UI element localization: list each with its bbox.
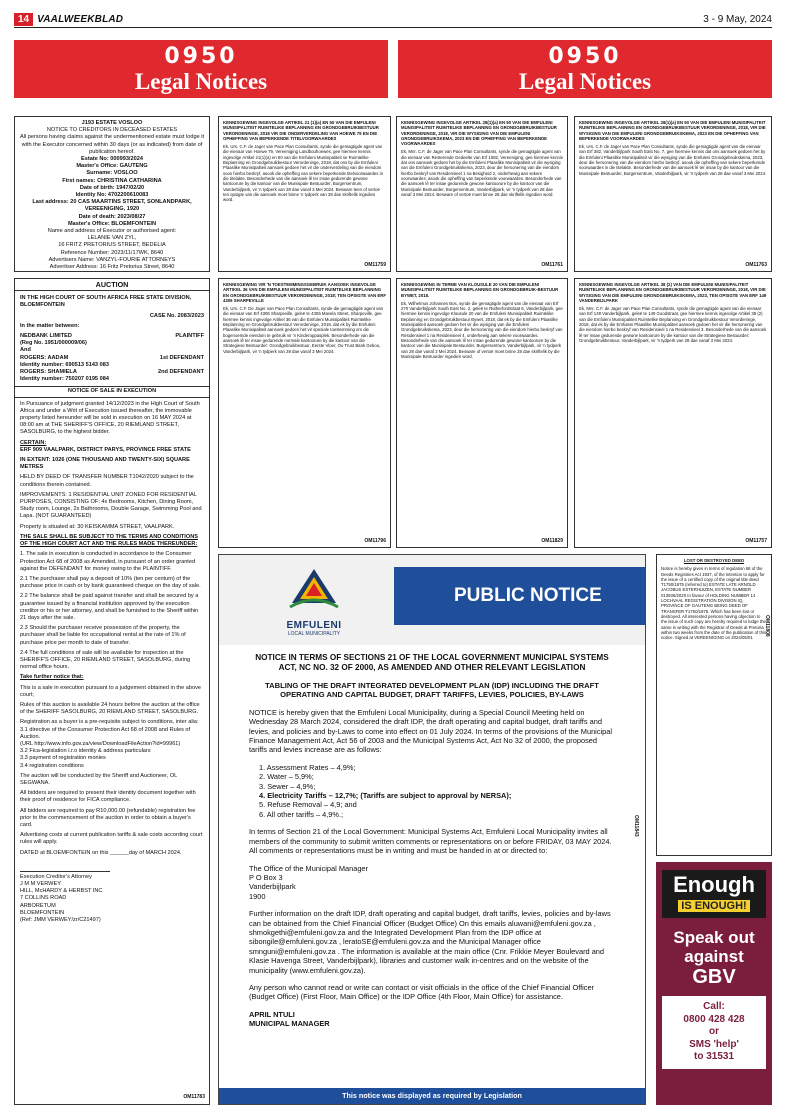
estate-line: Advertisers Name: VANZYL-FOURIE ATTORNEYS: [48, 256, 176, 263]
municipal-address: [249, 864, 615, 902]
notice-reference: OM11757: [745, 537, 767, 544]
estate-line: Master's Office: BLOEMFONTEIN: [67, 220, 157, 227]
condition: 2.3 Should the purchaser receive possession of the property, the purchaser shall be liable for occupational rental at the rate of 1% of purchase price per month to date of transfer.: [20, 625, 186, 646]
notice-item: Registration as a buyer is a pre-requisite subject to conditions, inter alia:: [20, 719, 199, 726]
enough-badge: [662, 870, 766, 918]
extent-text: IN EXTENT: 1026 (ONE THOUSAND AND TWENTY-SIX) SQUARE METRES: [20, 457, 190, 471]
legal-notices-banner-right: [398, 40, 772, 98]
banner-number: 0950: [548, 44, 622, 69]
and-text: And: [20, 347, 31, 354]
estate-line: Advertiser Address: 16 Fritz Pretorius Street, 8640: [49, 264, 175, 271]
estate-line: Identity No: 4702200610083: [75, 192, 149, 199]
tariff-item: 1. Assessment Rates – 4,9%;: [259, 762, 356, 772]
notice-body: Notice is hereby given in terms of regulation 68 of the Deeds Registries Act 1937, of the intention to apply for the issue of a certified copy of the original title deed T1750/1975 (referred to) ESTATE LATE ARNOLD JACOBUS ESTERHUIZEN, ESTATE NUMBER 013936/2020 In favour of HOLDING NUMBER 14 LOCHVAAL REGISTRATION DIVISION IQ, PROVINCE OF GAUTENG BEING DEED OF TRANSFER T1750/1975. Which has been lost or destroyed. All interested persons having objection to the issue of such copy are hereby required to lodge the same in writing with the Registrar of Deeds at Pretoria within two weeks from the date of the publication of this notice. Signed at VEREENIGING on 2024/05/01: [661, 566, 767, 641]
tariff-list: [259, 763, 615, 819]
lost-deed-notice: [656, 554, 772, 856]
notice-item: 3.1 directive of the Consumer Protection Act 68 of 2008 and Rules of Auction.: [20, 726, 191, 740]
notice-item: This is a sale in execution pursuant to a judgement obtained in the above court;: [20, 684, 201, 698]
call-label: Call:: [703, 1001, 725, 1012]
estate-line: Name and address of Executor or authorised agent:: [47, 228, 177, 235]
notice-heading: KENNISGEWING INGEVOLGE ARTIKEL 21 (1)(a) EN 50 VAN DIE EMFULENI MUNISIPALITEIT RUIMTELIKE BEPLANNING EN GRONDGEBRUIKBESTUUR VERORDENINGE, 2018 VIR DIE ONDERVERDELING VAN HOEWE 79 EN DIE OPHEFFING VAN BEPERKENDE TITELVOORWAARDES: [223, 120, 379, 141]
condition: 1. The sale in execution is conducted in accordance to the Consumer Protection Act 68 of 2008 as Amended, in pursuant of an order granted against the DEFENDANT for money owing to the PLAINTIFF.: [20, 551, 196, 572]
notice-item: Rules of this auction is available 24 hours before the auction at the office of the SHERIFF SASOLBURG, 20 RIEMLAND STREET, SASOLBURG.: [20, 701, 200, 716]
plaintiff-reg: (Reg No. 1951/000009/06): [20, 340, 87, 347]
defendant1-role: 1st DEFENDANT: [159, 354, 204, 361]
estate-line: Date of death: 2023/08/27: [78, 213, 146, 220]
estate-line: First names: CHRISTINA CATHARINA: [62, 177, 162, 184]
notice-item: 3.2 Fica-legislation i.r.o identity & address particulars: [20, 748, 151, 755]
emfuleni-logo: [269, 563, 359, 637]
condition: 2.1 The purchaser shall pay a deposit of 10% (ten per centum) of the purchase price in cash or by bank guaranteed cheque on the day of sale.: [20, 575, 201, 590]
notice-reference: OM11829: [541, 537, 563, 544]
estate-line: All persons having claims against the undermentioned estate must lodge it with the Executor concerned within 30 days (or as indicated) from date of publication hereof.: [19, 134, 205, 155]
notice-item: 3.4 registration conditions: [20, 762, 84, 769]
defendant2-name: ROGERS: SHAMIELA: [20, 369, 77, 376]
tariff-item: 3. Sewer – 4,9%;: [259, 781, 316, 791]
plaintiff-name: NEDBANK LIMITED: [20, 333, 72, 340]
page-header: [14, 12, 772, 28]
case-number: CASE No. 2083/2023: [149, 312, 204, 319]
banner-title: Legal Notices: [134, 69, 268, 94]
certain-heading: CERTAIN:: [20, 439, 47, 446]
notice-body: Ek, Urs. C.F. de Jager van Pace Plan Consultants, synde die gemagtigde agent van die eienaar van Erf 382, Vanderbijlpark South East No. 7, gee hiermee kennis dat ons aansoek gedoen het by die Emfuleni Plaaslike Munisipaliteit vir die wysiging van die Emfuleni Grondgebruikskema, 2023, deur die hersonering van die eiendom hierbo beskryf, asook die opheffing van sekere beperkende voorwaardes in die titelakte. Besonderhede van die aansoek lê ter insae by die kantoor van die Munisipale Bestuurder, Burgersentrum, Vanderbijlpark, vir 'n tydperk van 28 dae vanaf 3 Mei 2024.: [579, 144, 767, 176]
helpline-box: [662, 996, 766, 1069]
emfuleni-logo-icon: [284, 563, 344, 613]
estate-notice: [14, 116, 210, 272]
public-notice-body: [219, 645, 645, 1029]
signature-line: [20, 871, 110, 872]
tariff-item: 6. All other tariffs – 4,9%.;: [259, 809, 344, 819]
legal-notice: [396, 278, 568, 548]
attorney-firm: HILL, McHARDY & HERBST INC: [20, 888, 103, 895]
is-enough-text: IS ENOUGH!: [678, 900, 749, 912]
sale-notice-title: NOTICE OF SALE IN EXECUTION: [15, 386, 209, 397]
notice-heading: KENNISGEWING INGEVOLGE ARTIKEL 38 (2) VAN DIE EMFULENI MUNISIPALITEIT RUIMTELIKE BEPLANNING EN GRONDGEBRUIKBESTUUR VERORDENINGE, 2018, VIR DIE WYSIGING VAN DIE EMFULENI GRONDGEBRUIKSKEMA, 2023, TEN OPSIGTE VAN ERF 149 VANDERBIJLPARK: [579, 282, 767, 303]
auction-title: AUCTION: [15, 279, 209, 291]
estate-line: LELANIE VAN ZYL,: [87, 235, 137, 242]
public-notice-bar: PUBLIC NOTICE: [394, 567, 646, 625]
header-left: [14, 13, 123, 26]
estate-line: J193 ESTATE VOSLOO: [81, 120, 143, 126]
sms-number: to 31531: [693, 1051, 735, 1062]
enough-word: Enough: [673, 872, 755, 897]
notice-heading: KENNISGEWING VIR 'N TOESTEMMINGSGEBRUIK AANSOEK INGEVOLGE ARTIKEL 36 VAN DIE EMFULENI MUNISIPALITEIT RUIMTELIKE BEPLANNING EN GRONDGEBRUIKBESTUUR VERORDENINGE, 2018; TEN OPSIGTE VAN ERF 4306 SHARPEVILLE: [223, 282, 386, 303]
court-name: IN THE HIGH COURT OF SOUTH AFRICA FREE STATE DIVISION, BLOEMFONTEIN: [20, 295, 192, 309]
public-notice-paragraph: In terms of Section 21 of the Local Government: Municipal Systems Act, Emfuleni Local Municipality invites all members of the community to submit written comments or representations on or before FRIDAY, 03 MAY 2024. All comments or representations must be in writing and must be handed in at or directed to:: [249, 827, 612, 856]
org-subtitle: LOCAL MUNICIPALITY: [287, 631, 341, 637]
estate-line: [19, 271, 205, 272]
held-text: HELD BY DEED OF TRANSFER NUMBER T1042/2020 subject to the conditions therein contained.: [20, 474, 194, 488]
public-notice-title: NOTICE IN TERMS OF SECTIONS 21 OF THE LOCAL GOVERNMENT MUNICIPAL SYSTEMS ACT, NC NO. 32 OF 2000, AS AMENDED AND OTHER RELEVANT LEGISLATION: [255, 653, 609, 672]
notice-reference: OM11808: [764, 615, 770, 637]
page-number: 14: [14, 13, 33, 26]
notice-body: Ek, Mnr. C.F. de Jager van Pace Plan Consultants, synde die gemagtigde agent van die eienaar van Resterende Gedeelte van Erf 1082, Vereeniging, gee hiermee kennis dat ons aansoek gedoen het by die Emfuleni Plaaslike Munisipaliteit vir die wysiging van die Emfuleni Grondgebruikskema, 2023, deur die hersonering van die eiendom hierbo beskryf van Residensieel 1 na Besigheid 2, onderhewig aan sekere voorwaardes, asook die opheffing van beperkende voorwaardes. Besonderhede van die aansoek lê ter insae gedurende gewone kantoorure by die kantoor van die Munisipale Bestuurder, Burgersentrum, Vanderbijlpark, vir 'n tydperk van 28 dae vanaf 3 Mei 2024. Besware of vertoë moet binne 28 dae skriftelik ingedien word.: [401, 149, 563, 197]
paper-name: VAALWEEKBLAD: [37, 14, 124, 25]
condition: 2.4 The full conditions of sale will be available for inspection at the SHERIFF'S OFFICE, 20 RIEMLAND STREET, SASOLBURG, during normal office hours.: [20, 649, 191, 671]
plaintiff-row: [20, 333, 204, 340]
estate-line: Date of birth: 1947/02/20: [79, 184, 145, 191]
defendant1-row: [20, 355, 204, 362]
legal-notice: [396, 116, 568, 272]
notice-reference: OM11796: [364, 537, 386, 544]
banner-title: Legal Notices: [518, 69, 652, 94]
notice-item: All bidders are required to present their identity document together with their proof of residence for FICA compliance.: [20, 790, 196, 804]
estate-line: NOTICE TO CREDITORS IN DECEASED ESTATES: [46, 127, 178, 134]
notice-reference: OM11761: [541, 261, 563, 268]
attorney-heading: Execution Creditor's Attorney: [20, 873, 92, 880]
notice-body: Ek, Wilhelmus Johannes Bos, synde die gemagtigde agent van die eienaar van Erf 270 Vanderbijlpark South East No. 2, geleë te Rutherfordstraat 6, Vanderbijlpark, gee hiermee kennis ingevolge Klousule 20 van die Emfuleni Munisipaliteit Ruimtelike Beplanning en Grondgebruikbestuur Bywet, 2018, dat ek by die Emfuleni Plaaslike Munisipaliteit aansoek gedoen het vir die wysiging van die Emfuleni Grondgebruikskema, 2023, deur die hersonering van die eiendom hierbo beskryf van Residensieel 1 na Residensieel 4, onderhewig aan sekere voorwaardes. Besonderhede van die aansoek lê ter insae gedurende gewone kantoorure by die kantoor van die Munisipale Bestuurder, Burgersentrum, Vanderbijlpark, vir 'n tydperk van 28 dae vanaf 3 Mei 2024. Besware of vertoë moet binne 28 dae skriftelik by die Munisipale Bestuurder ingedien word.: [401, 300, 563, 359]
signatory-title: MUNICIPAL MANAGER: [249, 1019, 330, 1029]
legal-notices-banner-left: [14, 40, 388, 98]
address-line: 1900: [249, 891, 266, 901]
estate-line: Estate No: 000993/2024: [81, 156, 143, 163]
notice-reference: OM11843: [633, 815, 639, 837]
attorney-address: ARBORETUM: [20, 902, 56, 909]
sms-text: SMS 'help': [689, 1038, 739, 1050]
further-notice-heading: Take further notice that:: [20, 674, 84, 681]
tariff-item: 5. Refuse Removal – 4,9; and: [259, 800, 357, 810]
defendant2-role: 2nd DEFENDANT: [158, 369, 204, 376]
public-notice-paragraph: NOTICE is hereby given that the Emfuleni Local Municipality, during a Special Council Meeting held on Wednesday 28 March 2024, considered the draft IDP, the draft operating and capital budget, draft tariffs and levies, and policies and by-Laws to come into effect on 01 July 2024. In terms of the provisions of the Municipal Finance Management Act, Act 56 of 2003 and the Municipal Systems Act, Act No 32 of 2000, the proposed tariffs and levies increase are as follows:: [249, 707, 613, 755]
estate-line: Master's Office: GAUTENG: [76, 163, 148, 170]
public-notice-footer: This notice was displayed as required by Legislation: [219, 1088, 645, 1104]
sale-paragraph: In Pursuance of judgment granted 14/12/2023 in the High Court of South Africa and under a Writ of Execution issued thereafter, the immovable property listed hereunder will be sold in execution on 16 MAY 2024 at 08:00 am at THE SHERIFF'S OFFICE, 20 RIEMLAND STREET, SASOLBURG, to the highest bidder.: [20, 400, 200, 436]
defendant1-id: Identity number: 690513 5143 083: [20, 361, 109, 368]
notice-reference: OM11763: [745, 261, 767, 268]
banner-number: 0950: [164, 44, 238, 69]
address-line: Vanderbijlpark: [249, 882, 296, 892]
certain-text: ERF 909 VAALPARK, DISTRICT PARYS, PROVINCE FREE STATE: [20, 446, 191, 453]
improvements-text: IMPROVEMENTS: 1 RESIDENTIAL UNIT ZONED FOR RESIDENTIAL PURPOSES, CONSISTING OF: 4x Bedrooms, Kitchen, Dining Room, Study room, Lounge, 2x Bathrooms, Double Garage, Swimming Pool and Lapa. (NOT GUARANTEED): [20, 491, 202, 520]
notice-item: Advertising costs at current publication tariffs & sale costs according court rules will apply.: [20, 832, 203, 846]
notice-item: (URL http://www.info.gov.za/view/DownloadFileAction?id=99961): [20, 740, 181, 747]
defendant1-name: ROGERS: AADAM: [20, 354, 69, 361]
notice-heading: LOST OR DESTROYED DEED: [683, 558, 745, 563]
legal-notice: [574, 278, 772, 548]
address-line: The Office of the Municipal Manager: [249, 863, 368, 873]
address-line: P O Box 3: [249, 872, 283, 882]
notice-heading: KENNISGEWING INGEVOLGE ARTIKEL 28(1)(a) EN 50 VAN DIE EMFULENI MUNISIPALITEIT RUIMTELIKE BEPLANNING EN GRONDGEBRUIKBESTUUR VERORDENINGE, 2018, VIR DIE WYSIGING VAN DIE EMFULENI GRONDGEBRUIKSKEMA, 2023 EN DIE OPHEFFING VAN BEPERKENDE VOORWAARDES: [401, 120, 557, 147]
public-notice-paragraph: Further information on the draft IDP, draft operating and capital budget, draft tariffs, levies, policies and by-laws can be obtained from the Chief Financial Officer (Budget Office) On this emails aluwani@emfuleni.gov.za , shmokgethi@emfuleni.gov.za and the Integrated Development Plan from the IDP office at sibongile@emfuleni.gov.za , leratoSE@emfuleni.gov.za and the Municipal Manager office smnguni@emfuleni.gov.za . The information is available at the main office (Cnr. Frikkie Meyer Boulevard and Klasie Havenga Street, Vanderbijlpark), libraries and customer walk in-centres and on the website of the municipality (www.emfuleni.gov.za).: [249, 909, 611, 975]
matter-heading: In the matter between:: [20, 322, 80, 329]
plaintiff-role: PLAINTIFF: [175, 333, 204, 340]
auction-notice: [14, 278, 210, 1105]
situated-text: Property is situated at: 30 KEISKAMMA STREET, VAALPARK.: [20, 523, 175, 530]
org-name: EMFULENI: [286, 620, 342, 631]
notice-reference: OM11759: [364, 261, 386, 268]
notice-reference: OM11783: [183, 1093, 205, 1100]
sale-subject-heading: THE SALE SHALL BE SUBJECT TO THE TERMS AND CONDITIONS OF THE HIGH COURT ACT AND THE RULES MADE THEREUNDER:: [20, 533, 198, 548]
dated-text: DATED at BLOEMFONTEIN on this ______day of MARCH 2024.: [20, 849, 182, 856]
gbv-advert: [656, 862, 772, 1105]
defendant2-row: [20, 369, 204, 376]
estate-line: Last address: 20 CAS MAARTINS STREET, SONLANDPARK, VEREENIGING, 1920: [32, 199, 192, 213]
notice-heading: KENNISGEWING INGEVOLGE ARTIKEL 28(1)(a) EN 50 VAN DIE EMFULENI MUNISIPALITEIT RUIMTELIKE BEPLANNING EN GRONDGEBRUIKBESTUUR VERORDENINGE, 2018, VIR DIE WYSIGING VAN DIE EMFULENI GRONDGEBRUIKSKEMA, 2023 EN DIE OPHEFFING VAN BEPERKENDE VOORWAARDES: [579, 120, 766, 141]
public-notice: [218, 554, 646, 1105]
notice-heading: KENNISGEWING IN TERME VAN KLOUSULE 20 VAN DIE EMFULENI MUNISIPALITEIT RUIMTELIKE BEPLANNING EN GRONDGEBRUIK-BESTUUR BYWET, 2018.: [401, 282, 559, 298]
attorney-address: BLOEMFONTEIN: [20, 909, 65, 916]
notice-item: All bidders are required to pay R10,000.00 (refundable) registration fee prior to the commencement of the auction in order to obtain a buyer's card.: [20, 807, 196, 828]
gbv-text: GBV: [692, 966, 736, 988]
defendant2-id: Identity number: 750207 0195 084: [20, 376, 109, 383]
issue-date: 3 - 9 May, 2024: [703, 14, 772, 25]
estate-line: Surname: VOSLOO: [86, 170, 138, 177]
notice-body: Ek, Mnr. C.F. de Jager van Pace Plan Consultants, synde die gemagtigde agent van die eienaar van Erf 149 Vanderbijlpark, geleë te 149 Goodstraat, gee hiermee kennis ingevolge Artikel 38 (2) van die Emfuleni Munisipaliteit Ruimtelike Beplanning en Grondgebruikbestuur Verordeninge, 2018, dat ek by die Emfuleni Plaaslike Munisipaliteit aansoek gedoen het vir die hersonering van die eiendom hierbo beskryf van Residensieel 1 na Residensieel 3. Besonderhede van die aansoek lê ter insae gedurende gewone kantoorure by die kantoor van die Strategiese Bestuurder: Grondgebruikbestuur, Vanderbijlpark, vir 'n tydperk van 28 dae vanaf 3 Mei 2024.: [579, 306, 767, 343]
tariff-item: 2. Water – 5,9%;: [259, 772, 314, 782]
helpline-number: 0800 428 428: [683, 1013, 745, 1025]
tariff-item: 4. Electricity Tariffs – 12,7%; (Tariffs are subject to approval by NERSA);: [259, 791, 512, 801]
notice-body: Ek, Urs. C.F. De Jager van Pace Plan Consultants, synde die gemagtigde agent van die eienaar van Erf 4306 Sharpeville, geleë te 4306 Mavela Street, Sharpeville, gee hiermee kennis ingevolge Artikel 36 van die Emfuleni Munisipaliteit Ruimtelike Beplanning en Grondgebruikbestuur Verordeninge, 2018, dat ek by die Emfuleni Plaaslike Munisipaliteit aansoek gedoen het vir spesiale toestemming om die bogenoemde eiendom te gebruik vir 'n Kinderoppasplek. Besonderhede van die aansoek lê ter insae gedurende normale kantoorure by die kantoor van die Strategiese Bestuurder: Grondgebruikbestuur, Eerste Vloer, Ou Trust Bank Gebou, Vanderbijlpark, vir 'n tydperk van 28 dae vanaf 3 Mei 2024.: [223, 306, 384, 354]
public-notice-subtitle: TABLING OF THE DRAFT INTEGRATED DEVELOPMENT PLAN (IDP) INCLUDING THE DRAFT OPERATING AND CAPITAL BUDGET, DRAFT TARIFFS, LEVIES, POLICIES, BY-LAWS: [265, 681, 599, 700]
notice-item: 3.3 payment of registration monies: [20, 755, 106, 762]
signatory-name: APRIL NTULI: [249, 1009, 295, 1019]
speak-out-text: Speak out against: [673, 928, 755, 966]
estate-line: 16 FRITZ PRETORIUS STREET, BEDELIA: [58, 242, 166, 249]
estate-line: Reference Number: 2023/11/17WK, 8640: [60, 249, 164, 256]
public-notice-header: [219, 555, 645, 645]
notice-item: The auction will be conducted by the Sheriff and Auctioneer, OL SEGWANA.: [20, 772, 178, 786]
legal-notice: [218, 278, 391, 548]
notice-body: Ek, Urs. C.F. de Jager van Pace Plan Consultants, synde die gemagtigde agent van die eienaar van Hoewe 79, Vereeniging Landbouhoewes, gee hiermee kennis ingevolge Artikel 21(1)(a) en 50 van die Emfuleni Munisipaliteit se Ruimtelike Beplanning en Grondgebruikbestuur Verordeninge, 2018, dat ons by die Emfuleni Plaaslike Munisipaliteit aansoek gedoen het vir die onderverdeling van die eiendom soos hierbo beskryf, asook die opheffing van sekere beperkende titelvoorwaardes in die titelakte. Besonderhede van die aansoek lê ter insae gedurende gewone kantoorure by die kantoor van die Munisipale Bestuurder, Burgersentrum, Vanderbijlpark, vir 'n tydperk van 28 dae vanaf 3 Mei 2024. Besware teen of vertoë ten opsigte van die aansoek moet binne 'n tydperk van 28 dae skriftelik ingedien word.: [223, 144, 383, 203]
attorney-name: J M M VERWEY: [20, 881, 61, 888]
legal-notice: [218, 116, 391, 272]
attorney-address: 7 COLLINS ROAD: [20, 895, 67, 902]
attorney-reference: (Ref: JMM VERWEY/zr/C21497): [20, 917, 101, 924]
public-notice-paragraph: Any person who cannot read or write can contact or visit officials in the office of the Chief Financial Officer (Budget Office) (First Floor, Main Office) or the IDP Office (4th Floor, Main Office) for assistance.: [249, 982, 595, 1002]
condition: 2.2 The balance shall be paid against transfer and shall be secured by a guarantee issued by a financial institution approved by the execution creditor or his or her attorney, and shall be furnished to the Sheriff within 21 days after the sale.: [20, 593, 199, 621]
legal-notice: [574, 116, 772, 272]
or-text: or: [709, 1026, 719, 1037]
